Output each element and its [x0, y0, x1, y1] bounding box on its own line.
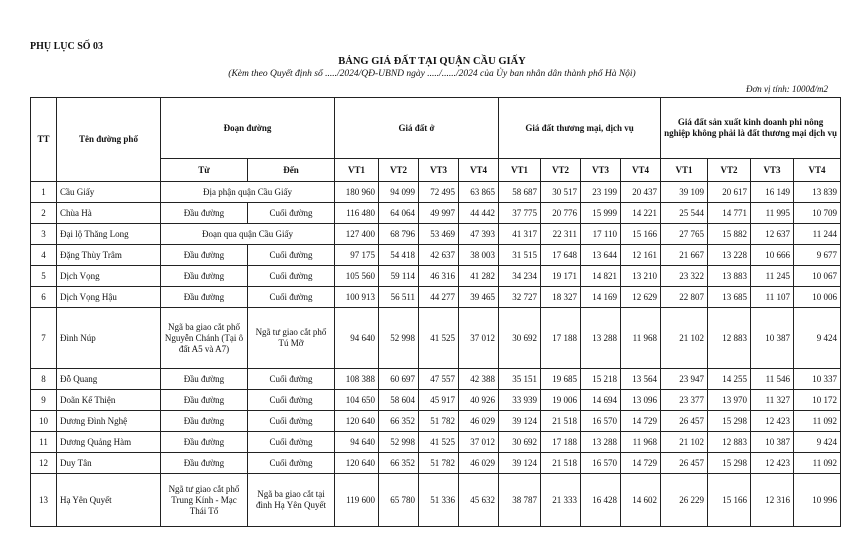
row-non-vt1: 27 765 — [661, 224, 708, 245]
row-non-vt1: 26 457 — [661, 411, 708, 432]
row-from: Đầu đường — [161, 287, 248, 308]
row-res-vt2: 68 796 — [379, 224, 419, 245]
row-non-vt4: 10 006 — [794, 287, 841, 308]
table-row — [31, 432, 841, 453]
table-row — [31, 266, 841, 287]
row-from: Đầu đường — [161, 203, 248, 224]
row-com-vt4: 14 729 — [621, 453, 661, 474]
row-res-vt4: 45 632 — [459, 474, 499, 527]
row-street-name: Doãn Kế Thiện — [57, 390, 161, 411]
row-res-vt3: 51 782 — [419, 411, 459, 432]
row-street-name: Chùa Hà — [57, 203, 161, 224]
row-res-vt3: 51 336 — [419, 474, 459, 527]
row-non-vt3: 12 423 — [751, 411, 794, 432]
row-tt: 13 — [31, 474, 57, 527]
table-row — [31, 411, 841, 432]
row-non-vt4: 9 424 — [794, 432, 841, 453]
row-tt: 1 — [31, 182, 57, 203]
row-tt: 7 — [31, 308, 57, 369]
row-res-vt4: 41 282 — [459, 266, 499, 287]
row-non-vt1: 26 229 — [661, 474, 708, 527]
row-com-vt2: 19 171 — [541, 266, 581, 287]
row-com-vt4: 12 629 — [621, 287, 661, 308]
row-from: Đầu đường — [161, 266, 248, 287]
header-street-name: Tên đường phố — [57, 98, 161, 182]
row-res-vt2: 66 352 — [379, 411, 419, 432]
header-non-agri-price: Giá đất sản xuất kinh doanh phi nông nghiệp không phải là đất thương mại dịch vụ — [661, 98, 841, 159]
header-res-vt3: VT3 — [419, 159, 459, 182]
header-to: Đến — [248, 159, 335, 182]
row-res-vt4: 46 029 — [459, 411, 499, 432]
row-non-vt2: 12 883 — [708, 432, 751, 453]
row-street-name: Cầu Giấy — [57, 182, 161, 203]
row-from: Đầu đường — [161, 453, 248, 474]
header-from: Từ — [161, 159, 248, 182]
row-com-vt3: 17 110 — [581, 224, 621, 245]
row-non-vt1: 23 947 — [661, 369, 708, 390]
row-to: Cuối đường — [248, 390, 335, 411]
row-to: Cuối đường — [248, 369, 335, 390]
row-res-vt3: 47 557 — [419, 369, 459, 390]
row-tt: 11 — [31, 432, 57, 453]
row-non-vt3: 12 423 — [751, 453, 794, 474]
row-res-vt4: 37 012 — [459, 308, 499, 369]
table-row — [31, 453, 841, 474]
row-non-vt4: 11 092 — [794, 411, 841, 432]
row-res-vt2: 64 064 — [379, 203, 419, 224]
header-com-vt2: VT2 — [541, 159, 581, 182]
row-res-vt4: 44 442 — [459, 203, 499, 224]
row-non-vt4: 10 996 — [794, 474, 841, 527]
row-com-vt1: 35 151 — [499, 369, 541, 390]
row-non-vt4: 9 424 — [794, 308, 841, 369]
row-tt: 8 — [31, 369, 57, 390]
row-from: Đầu đường — [161, 369, 248, 390]
row-street-name: Đại lộ Thăng Long — [57, 224, 161, 245]
row-com-vt4: 11 968 — [621, 308, 661, 369]
row-com-vt4: 20 437 — [621, 182, 661, 203]
row-com-vt4: 14 221 — [621, 203, 661, 224]
row-com-vt3: 13 288 — [581, 308, 621, 369]
row-com-vt3: 16 570 — [581, 411, 621, 432]
header-non-vt1: VT1 — [661, 159, 708, 182]
table-row — [31, 224, 841, 245]
table-row — [31, 390, 841, 411]
row-non-vt2: 15 166 — [708, 474, 751, 527]
row-non-vt3: 11 995 — [751, 203, 794, 224]
row-com-vt2: 18 327 — [541, 287, 581, 308]
row-non-vt3: 10 387 — [751, 432, 794, 453]
row-non-vt3: 11 245 — [751, 266, 794, 287]
row-tt: 5 — [31, 266, 57, 287]
row-from: Đầu đường — [161, 432, 248, 453]
row-com-vt1: 37 775 — [499, 203, 541, 224]
row-street-name: Dương Đình Nghệ — [57, 411, 161, 432]
row-non-vt1: 21 102 — [661, 308, 708, 369]
table-row — [31, 369, 841, 390]
row-com-vt3: 14 169 — [581, 287, 621, 308]
header-res-vt1: VT1 — [335, 159, 379, 182]
row-res-vt3: 41 525 — [419, 308, 459, 369]
row-com-vt4: 13 564 — [621, 369, 661, 390]
row-res-vt4: 40 926 — [459, 390, 499, 411]
row-res-vt3: 44 277 — [419, 287, 459, 308]
row-non-vt4: 10 172 — [794, 390, 841, 411]
table-row — [31, 203, 841, 224]
table-row — [31, 308, 841, 369]
row-to: Cuối đường — [248, 287, 335, 308]
row-to: Ngã tư giao cắt phố Tú Mỡ — [248, 308, 335, 369]
table-row — [31, 287, 841, 308]
unit-label: Đơn vị tính: 1000đ/m2 — [745, 84, 828, 94]
row-tt: 2 — [31, 203, 57, 224]
row-res-vt2: 66 352 — [379, 453, 419, 474]
row-street-name: Hạ Yên Quyết — [57, 474, 161, 527]
row-non-vt4: 11 244 — [794, 224, 841, 245]
row-res-vt3: 45 917 — [419, 390, 459, 411]
row-non-vt4: 10 067 — [794, 266, 841, 287]
row-com-vt4: 13 210 — [621, 266, 661, 287]
row-com-vt2: 17 648 — [541, 245, 581, 266]
row-tt: 9 — [31, 390, 57, 411]
row-street-name: Dịch Vọng — [57, 266, 161, 287]
row-from: Đầu đường — [161, 390, 248, 411]
row-res-vt4: 46 029 — [459, 453, 499, 474]
row-res-vt3: 53 469 — [419, 224, 459, 245]
row-res-vt2: 94 099 — [379, 182, 419, 203]
row-street-name: Dịch Vọng Hậu — [57, 287, 161, 308]
row-non-vt3: 12 316 — [751, 474, 794, 527]
row-to: Cuối đường — [248, 453, 335, 474]
row-to: Cuối đường — [248, 432, 335, 453]
row-res-vt1: 104 650 — [335, 390, 379, 411]
header-com-vt3: VT3 — [581, 159, 621, 182]
row-res-vt1: 105 560 — [335, 266, 379, 287]
row-segment: Đoạn qua quận Cầu Giấy — [161, 224, 335, 245]
row-non-vt4: 11 092 — [794, 453, 841, 474]
row-com-vt1: 32 727 — [499, 287, 541, 308]
row-res-vt4: 47 393 — [459, 224, 499, 245]
row-non-vt3: 11 327 — [751, 390, 794, 411]
header-res-vt4: VT4 — [459, 159, 499, 182]
row-res-vt4: 39 465 — [459, 287, 499, 308]
row-res-vt1: 94 640 — [335, 308, 379, 369]
row-com-vt1: 34 234 — [499, 266, 541, 287]
header-non-vt3: VT3 — [751, 159, 794, 182]
row-res-vt1: 94 640 — [335, 432, 379, 453]
row-non-vt2: 20 617 — [708, 182, 751, 203]
row-non-vt1: 21 102 — [661, 432, 708, 453]
row-non-vt4: 9 677 — [794, 245, 841, 266]
row-non-vt2: 13 228 — [708, 245, 751, 266]
row-com-vt1: 30 692 — [499, 432, 541, 453]
row-to: Cuối đường — [248, 245, 335, 266]
row-com-vt4: 14 729 — [621, 411, 661, 432]
row-com-vt2: 17 188 — [541, 308, 581, 369]
row-non-vt1: 23 377 — [661, 390, 708, 411]
row-com-vt3: 16 570 — [581, 453, 621, 474]
row-from: Đầu đường — [161, 411, 248, 432]
row-com-vt1: 39 124 — [499, 453, 541, 474]
row-res-vt1: 127 400 — [335, 224, 379, 245]
row-res-vt4: 37 012 — [459, 432, 499, 453]
row-com-vt3: 23 199 — [581, 182, 621, 203]
row-non-vt3: 16 149 — [751, 182, 794, 203]
row-com-vt1: 30 692 — [499, 308, 541, 369]
row-non-vt2: 14 255 — [708, 369, 751, 390]
header-commercial-price: Giá đất thương mại, dịch vụ — [499, 98, 661, 159]
row-com-vt3: 14 694 — [581, 390, 621, 411]
row-com-vt4: 15 166 — [621, 224, 661, 245]
row-non-vt2: 15 298 — [708, 453, 751, 474]
row-res-vt1: 108 388 — [335, 369, 379, 390]
row-non-vt1: 23 322 — [661, 266, 708, 287]
row-segment: Địa phận quận Cầu Giấy — [161, 182, 335, 203]
row-com-vt2: 20 776 — [541, 203, 581, 224]
row-res-vt1: 120 640 — [335, 453, 379, 474]
row-res-vt1: 120 640 — [335, 411, 379, 432]
row-res-vt1: 119 600 — [335, 474, 379, 527]
row-res-vt2: 56 511 — [379, 287, 419, 308]
row-non-vt1: 22 807 — [661, 287, 708, 308]
row-non-vt3: 11 546 — [751, 369, 794, 390]
row-res-vt1: 100 913 — [335, 287, 379, 308]
row-com-vt4: 11 968 — [621, 432, 661, 453]
row-com-vt1: 38 787 — [499, 474, 541, 527]
row-com-vt1: 39 124 — [499, 411, 541, 432]
row-res-vt3: 41 525 — [419, 432, 459, 453]
row-com-vt2: 21 333 — [541, 474, 581, 527]
row-to: Ngã ba giao cắt tại đình Hạ Yên Quyết — [248, 474, 335, 527]
row-com-vt3: 13 644 — [581, 245, 621, 266]
row-com-vt4: 12 161 — [621, 245, 661, 266]
header-non-vt2: VT2 — [708, 159, 751, 182]
row-non-vt2: 13 883 — [708, 266, 751, 287]
row-from: Đầu đường — [161, 245, 248, 266]
row-com-vt2: 19 685 — [541, 369, 581, 390]
land-price-table — [30, 97, 841, 527]
row-res-vt2: 59 114 — [379, 266, 419, 287]
row-com-vt1: 31 515 — [499, 245, 541, 266]
row-res-vt3: 46 316 — [419, 266, 459, 287]
table-row — [31, 245, 841, 266]
row-res-vt2: 58 604 — [379, 390, 419, 411]
header-residential-price: Giá đất ở — [335, 98, 499, 159]
row-com-vt2: 21 518 — [541, 411, 581, 432]
header-segment: Đoạn đường — [161, 98, 335, 159]
row-res-vt4: 38 003 — [459, 245, 499, 266]
row-res-vt3: 51 782 — [419, 453, 459, 474]
row-com-vt2: 22 311 — [541, 224, 581, 245]
row-non-vt2: 13 970 — [708, 390, 751, 411]
row-com-vt4: 14 602 — [621, 474, 661, 527]
row-com-vt1: 33 939 — [499, 390, 541, 411]
row-from: Ngã tư giao cắt phố Trung Kính - Mạc Thái Tổ — [161, 474, 248, 527]
row-non-vt2: 15 298 — [708, 411, 751, 432]
row-com-vt3: 15 218 — [581, 369, 621, 390]
header-tt: TT — [31, 98, 57, 182]
row-to: Cuối đường — [248, 203, 335, 224]
row-tt: 6 — [31, 287, 57, 308]
row-res-vt4: 42 388 — [459, 369, 499, 390]
row-res-vt3: 42 637 — [419, 245, 459, 266]
table-row — [31, 182, 841, 203]
row-tt: 3 — [31, 224, 57, 245]
row-com-vt2: 17 188 — [541, 432, 581, 453]
row-res-vt2: 52 998 — [379, 432, 419, 453]
row-non-vt3: 10 666 — [751, 245, 794, 266]
row-street-name: Đặng Thùy Trâm — [57, 245, 161, 266]
row-res-vt1: 97 175 — [335, 245, 379, 266]
header-res-vt2: VT2 — [379, 159, 419, 182]
header-com-vt4: VT4 — [621, 159, 661, 182]
row-non-vt2: 15 882 — [708, 224, 751, 245]
row-res-vt3: 49 997 — [419, 203, 459, 224]
row-street-name: Đỗ Quang — [57, 369, 161, 390]
row-res-vt2: 60 697 — [379, 369, 419, 390]
appendix-label: PHỤ LỤC SỐ 03 — [30, 41, 104, 52]
row-non-vt1: 21 667 — [661, 245, 708, 266]
row-non-vt4: 10 709 — [794, 203, 841, 224]
row-res-vt1: 116 480 — [335, 203, 379, 224]
row-tt: 4 — [31, 245, 57, 266]
row-non-vt1: 26 457 — [661, 453, 708, 474]
row-non-vt1: 25 544 — [661, 203, 708, 224]
row-non-vt2: 14 771 — [708, 203, 751, 224]
row-com-vt3: 13 288 — [581, 432, 621, 453]
row-com-vt3: 14 821 — [581, 266, 621, 287]
row-res-vt2: 65 780 — [379, 474, 419, 527]
row-to: Cuối đường — [248, 266, 335, 287]
row-street-name: Dương Quảng Hàm — [57, 432, 161, 453]
document-subtitle: (Kèm theo Quyết định số ...../2024/QĐ-UBND ngày ...../....../2024 của Ủy ban nhân dân thành phố Hà Nội) — [228, 69, 636, 79]
row-com-vt1: 58 687 — [499, 182, 541, 203]
row-to: Cuối đường — [248, 411, 335, 432]
row-non-vt2: 12 883 — [708, 308, 751, 369]
row-non-vt4: 10 337 — [794, 369, 841, 390]
row-non-vt3: 10 387 — [751, 308, 794, 369]
row-com-vt2: 19 006 — [541, 390, 581, 411]
row-res-vt1: 180 960 — [335, 182, 379, 203]
row-com-vt3: 16 428 — [581, 474, 621, 527]
row-com-vt2: 30 517 — [541, 182, 581, 203]
document-title: BẢNG GIÁ ĐẤT TẠI QUẬN CẦU GIẤY — [338, 56, 526, 67]
row-non-vt3: 11 107 — [751, 287, 794, 308]
row-com-vt2: 21 518 — [541, 453, 581, 474]
row-tt: 12 — [31, 453, 57, 474]
row-street-name: Đình Núp — [57, 308, 161, 369]
row-res-vt2: 54 418 — [379, 245, 419, 266]
row-res-vt3: 72 495 — [419, 182, 459, 203]
header-com-vt1: VT1 — [499, 159, 541, 182]
row-res-vt4: 63 865 — [459, 182, 499, 203]
row-non-vt1: 39 109 — [661, 182, 708, 203]
row-com-vt1: 41 317 — [499, 224, 541, 245]
row-street-name: Duy Tân — [57, 453, 161, 474]
row-non-vt2: 13 685 — [708, 287, 751, 308]
row-from: Ngã ba giao cắt phố Nguyễn Chánh (Tại ô đất A5 và A7) — [161, 308, 248, 369]
row-non-vt3: 12 637 — [751, 224, 794, 245]
table-body — [31, 182, 841, 527]
table-row — [31, 474, 841, 527]
header-non-vt4: VT4 — [794, 159, 841, 182]
row-non-vt4: 13 839 — [794, 182, 841, 203]
row-tt: 10 — [31, 411, 57, 432]
row-com-vt3: 15 999 — [581, 203, 621, 224]
row-res-vt2: 52 998 — [379, 308, 419, 369]
row-com-vt4: 13 096 — [621, 390, 661, 411]
